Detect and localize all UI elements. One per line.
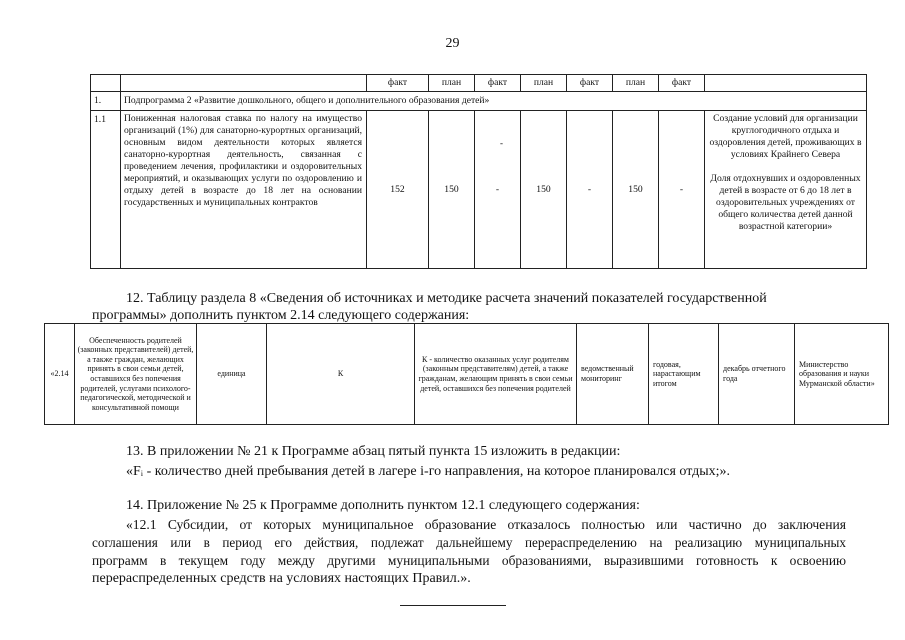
item14-line3: программ в текущем году между другими муниципальными образованиями, выразившими готовность к освоению (92, 553, 846, 568)
value-plan: 150 (429, 111, 475, 269)
header-cell (121, 75, 367, 92)
value-fact: 152 (367, 111, 429, 269)
item12-line1: 12. Таблицу раздела 8 «Сведения об источниках и методике расчета значений показателей государственной (126, 291, 767, 306)
value-fact: - (475, 111, 521, 269)
item12-line2: программы» дополнить пунктом 2.14 следующего содержания: (92, 308, 470, 323)
header-cell: план (613, 75, 659, 92)
value-plan: 150 (521, 111, 567, 269)
subprogram-number: 1. (91, 92, 121, 111)
item14-line4: перераспределенных средств на условиях настоящих Правил.». (92, 571, 471, 586)
data-source: ведомственный мониторинг (577, 324, 649, 425)
table-row (91, 111, 867, 269)
sources-table (44, 323, 889, 425)
header-cell (705, 75, 867, 92)
closing-rule (400, 605, 506, 606)
header-cell: факт (475, 75, 521, 92)
formula-description: К - количество оказанных услуг родителям (законным представителям) детей, а также гражданам, желающим принять в свои семьи детей, оставшихся без попечения родителей (415, 324, 577, 425)
header-cell: план (429, 75, 475, 92)
unit: единица (197, 324, 267, 425)
item13-line2: «Fᵢ - количество дней пребывания детей в лагере i-го направления, на которое планировался отдых;». (126, 464, 731, 479)
page-number: 29 (445, 36, 460, 51)
header-cell: план (521, 75, 567, 92)
indicators-table (90, 74, 867, 269)
subprogram-title: Подпрограмма 2 «Развитие дошкольного, общего и дополнительного образования детей» (121, 92, 867, 111)
item14-line1: «12.1 Субсидии, от которых муниципальное образование отказалось полностью или частично до заключения (126, 517, 846, 532)
header-cell: факт (367, 75, 429, 92)
header-cell: факт (567, 75, 613, 92)
responsible: Министерство образования и науки Мурманской области» (795, 324, 889, 425)
row-number: «2.14 (45, 324, 75, 425)
indicator-name: Обеспеченность родителей (законных представителей) детей, а также граждан, желающих принять в свои семьи детей, оставшихся без попечения родителей, услугами психолого-педагогической, методической и консультативной помощи (75, 324, 197, 425)
item14-heading: 14. Приложение № 25 к Программе дополнить пунктом 12.1 следующего содержания: (126, 498, 640, 513)
value-fact: - (659, 111, 705, 269)
formula: К (267, 324, 415, 425)
result-text: Создание условий для организации круглогодичного отдыха и оздоровления детей, проживающих в условиях Крайнего Севера (709, 113, 862, 160)
subprogram-row (91, 92, 867, 111)
result-text: Доля отдохнувших и оздоровленных детей в возрасте от 6 до 18 лет в оздоровительных учреждениях от общего количества детей данной возрастной категории» (710, 173, 861, 232)
timing: декабрь отчетного года (719, 324, 795, 425)
table-header-row (91, 75, 867, 92)
stray-dash: - (500, 138, 503, 148)
header-cell (91, 75, 121, 92)
row-description: Пониженная налоговая ставка по налогу на имущество организаций (1%) для санаторно-курортных организаций, основным видом деятельности которых является санаторно-курортная деятельность, связанная с проведением лечения, профилактики и оздоровительных мероприятий, и оказывающих услуги по оздоровлению и отдыху детей в возрасте до 18 лет на основании государственных и муниципальных контрактов (121, 111, 367, 269)
item14-line2: соглашения или в период его действия, подлежат дальнейшему перераспределению на реализацию муниципальных (92, 535, 846, 550)
table-row (45, 324, 889, 425)
value-plan: 150 (613, 111, 659, 269)
expected-result (705, 111, 867, 269)
row-number: 1.1 (91, 111, 121, 269)
value-fact: - (567, 111, 613, 269)
header-cell: факт (659, 75, 705, 92)
periodicity: годовая, нарастающим итогом (649, 324, 719, 425)
item13-line1: 13. В приложении № 21 к Программе абзац пятый пункта 15 изложить в редакции: (126, 444, 621, 459)
